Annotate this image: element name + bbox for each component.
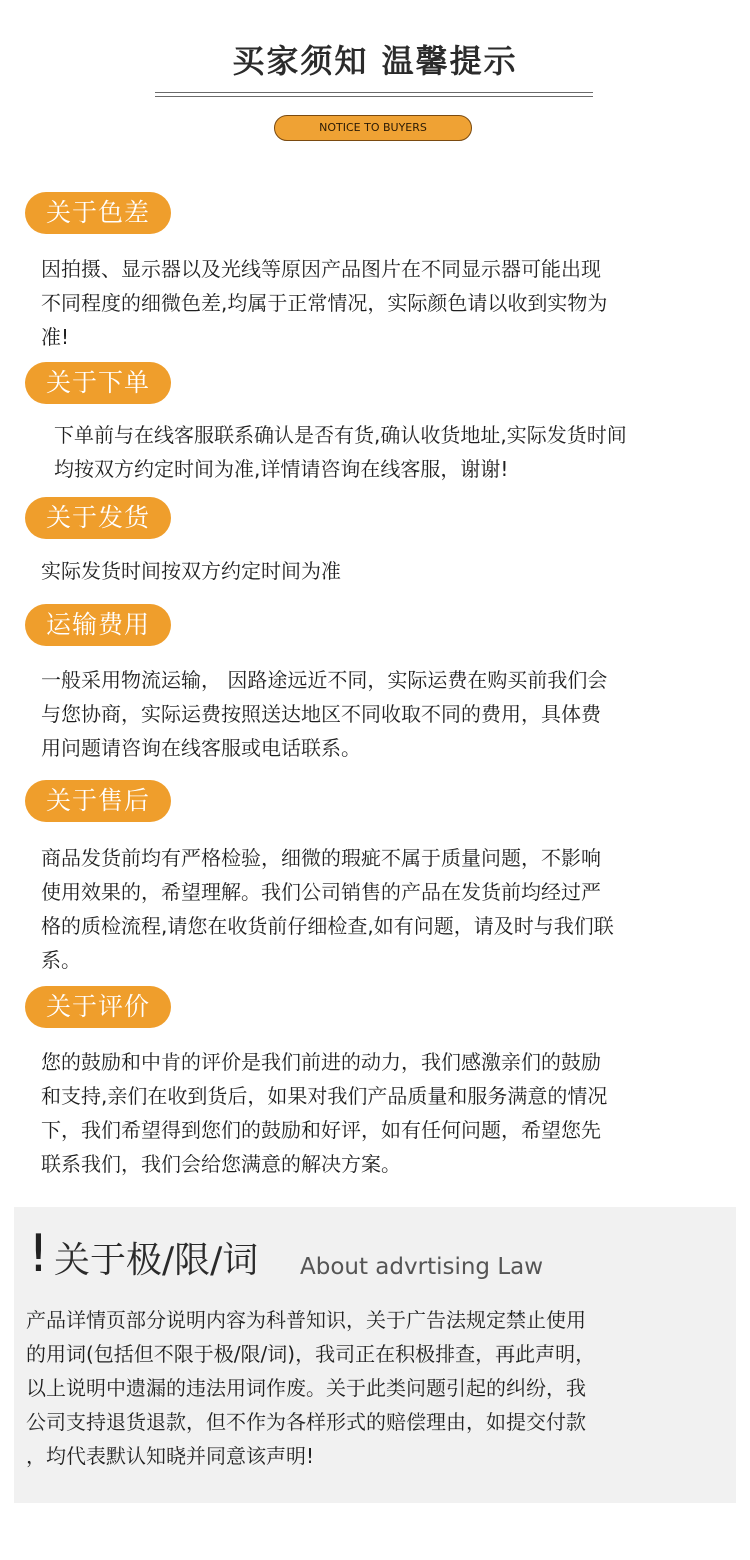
- section-heading-ordering: 关于下单: [25, 362, 171, 404]
- section-heading-freight-cost: 运输费用: [25, 604, 171, 646]
- section-text-after-sales: 商品发货前均有严格检验，细微的瑕疵不属于质量问题，不影响 使用效果的，希望理解。我们公司销售的产品在发货前均经过严 格的质检流程,请您在收货前仔细检查,如有问题，请及时与我们联 系。: [41, 846, 614, 972]
- page-title: 买家须知 温馨提示: [232, 42, 518, 80]
- section-heading-shipping: 关于发货: [25, 497, 171, 539]
- advertising-law-title: 关于极/限/词: [54, 1240, 259, 1281]
- title-divider-top: [155, 92, 593, 93]
- exclamation-icon: !: [28, 1224, 49, 1284]
- section-text-shipping: 实际发货时间按双方约定时间为准: [41, 559, 341, 583]
- section-heading-color-difference: 关于色差: [25, 192, 171, 234]
- section-heading-after-sales: 关于售后: [25, 780, 171, 822]
- advertising-law-subtitle: About advrtising Law: [300, 1254, 544, 1280]
- notice-to-buyers-badge: NOTICE TO BUYERS: [274, 115, 472, 141]
- title-divider-bottom: [155, 96, 593, 97]
- advertising-law-text: 产品详情页部分说明内容为科普知识，关于广告法规定禁止使用 的用词(包括但不限于极/限/词)，我司正在积极排查，再此声明， 以上说明中遗漏的违法用词作废。关于此类问题引起的纠纷，我 公司支持退货退款，但不作为各样形式的赔偿理由，如提交付款 ，均代表默认知晓并同意该声明!: [26, 1308, 596, 1468]
- section-text-ordering: 下单前与在线客服联系确认是否有货,确认收货地址,实际发货时间 均按双方约定时间为准,详情请咨询在线客服，谢谢!: [54, 423, 627, 481]
- section-text-color-difference: 因拍摄、显示器以及光线等原因产品图片在不同显示器可能出现 不同程度的细微色差,均属于正常情况，实际颜色请以收到实物为 准!: [41, 257, 608, 349]
- section-text-freight-cost: 一般采用物流运输， 因路途远近不同，实际运费在购买前我们会 与您协商，实际运费按照送达地区不同收取不同的费用，具体费 用问题请咨询在线客服或电话联系。: [41, 668, 608, 760]
- section-heading-reviews: 关于评价: [25, 986, 171, 1028]
- section-text-reviews: 您的鼓励和中肯的评价是我们前进的动力，我们感激亲们的鼓励 和支持,亲们在收到货后，如果对我们产品质量和服务满意的情况 下，我们希望得到您们的鼓励和好评，如有任何问题，希望您先 联系我们，我们会给您满意的解决方案。: [41, 1050, 608, 1176]
